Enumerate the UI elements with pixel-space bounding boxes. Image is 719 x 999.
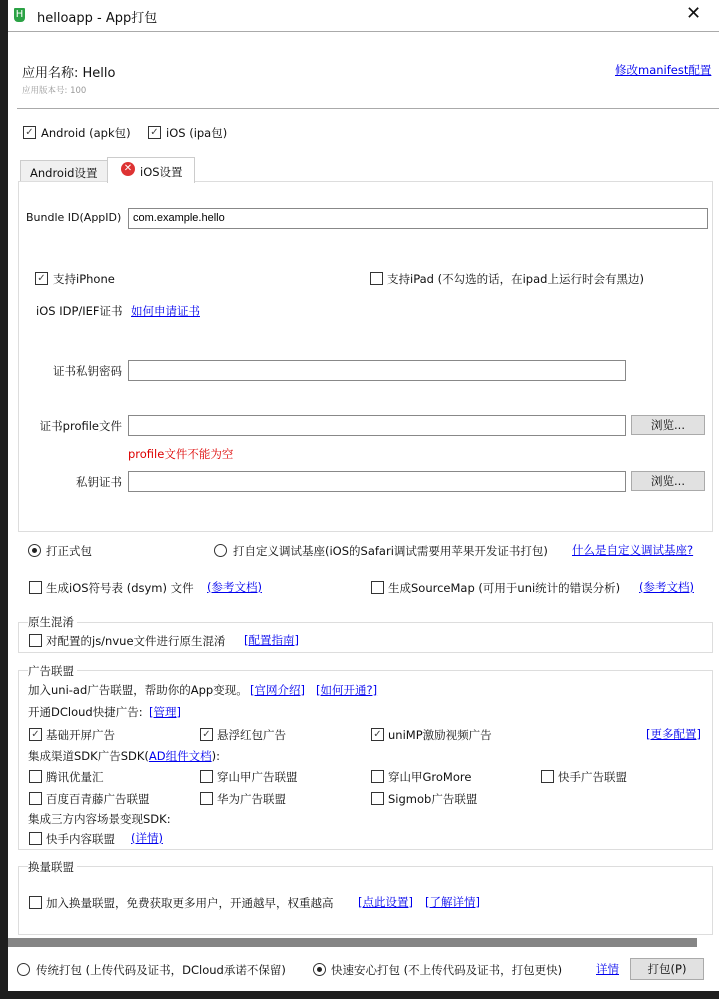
- horizontal-scrollbar[interactable]: [8, 938, 697, 947]
- exchange-checkbox[interactable]: [29, 896, 42, 909]
- iphone-checkbox[interactable]: ✓: [35, 272, 48, 285]
- cert-label: iOS IDP/IEF证书: [36, 304, 123, 318]
- redpacket-ad-label: 悬浮红包广告: [217, 728, 286, 742]
- obfuscation-title: 原生混淆: [28, 614, 77, 630]
- exchange-title: 换量联盟: [28, 859, 77, 875]
- dsym-doc-link[interactable]: (参考文档): [207, 580, 262, 594]
- browse-profile-button[interactable]: 浏览...: [631, 415, 705, 435]
- sdk-checkbox-sigmob[interactable]: [371, 792, 384, 805]
- ads-howto-link[interactable]: [如何开通?]: [316, 683, 378, 697]
- ios-checkbox[interactable]: ✓: [148, 126, 161, 139]
- pack-button[interactable]: 打包(P): [630, 958, 704, 980]
- custom-base-radio[interactable]: [214, 544, 227, 557]
- splash-ad-checkbox[interactable]: ✓: [29, 728, 42, 741]
- tab-android-settings[interactable]: [20, 160, 108, 182]
- bundle-id-input[interactable]: [128, 208, 708, 229]
- redpacket-ad-checkbox[interactable]: ✓: [200, 728, 213, 741]
- sdk-checkbox-kuaishou[interactable]: [541, 770, 554, 783]
- obfuscation-label: 对配置的js/nvue文件进行原生混淆: [46, 634, 226, 648]
- tab-label: iOS设置: [140, 165, 183, 179]
- sdk-checkbox-baidu[interactable]: [29, 792, 42, 805]
- ipad-checkbox[interactable]: [370, 272, 383, 285]
- traditional-pack-radio[interactable]: [17, 963, 30, 976]
- obfuscation-guide-link[interactable]: [配置指南]: [244, 633, 299, 647]
- app-name: 应用名称: Hello: [22, 66, 116, 81]
- divider: [17, 108, 719, 109]
- sdk-label-gromore: 穿山甲GroMore: [388, 770, 472, 784]
- dcloud-ads-label: 开通DCloud快捷广告:: [28, 705, 143, 719]
- password-input[interactable]: [128, 360, 626, 381]
- error-icon: ✕: [121, 162, 135, 176]
- ads-intro: 加入uni-ad广告联盟，帮助你的App变现。: [28, 683, 248, 697]
- sdk-label: [28, 748, 220, 764]
- sdk-checkbox-tencent[interactable]: [29, 770, 42, 783]
- sdk-label-post: ):: [211, 749, 220, 763]
- hbuilder-logo-icon: H: [15, 9, 24, 20]
- kuaishou-content-label: 快手内容联盟: [46, 832, 115, 846]
- sdk-label-huawei: 华为广告联盟: [217, 792, 286, 806]
- private-key-label: 私钥证书: [76, 475, 122, 489]
- fast-pack-label: 快速安心打包 (不上传代码及证书，打包更快): [331, 963, 563, 977]
- ads-title: 广告联盟: [28, 663, 77, 679]
- cert-help-link[interactable]: 如何申请证书: [131, 304, 200, 318]
- profile-input[interactable]: [128, 415, 626, 436]
- android-label: Android (apk包): [41, 126, 131, 140]
- window-title: helloapp - App打包: [37, 11, 158, 26]
- sourcemap-doc-link[interactable]: (参考文档): [639, 580, 694, 594]
- close-icon[interactable]: ✕: [686, 3, 702, 24]
- tab-ios-settings[interactable]: [107, 157, 195, 183]
- content-sdk-label: 集成三方内容场景变现SDK:: [28, 812, 171, 826]
- kuaishou-content-details-link[interactable]: (详情): [131, 831, 163, 845]
- profile-error: profile文件不能为空: [128, 447, 234, 461]
- app-version: 应用版本号: 100: [22, 86, 87, 96]
- traditional-pack-label: 传统打包 (上传代码及证书，DCloud承诺不保留): [36, 963, 286, 977]
- android-checkbox[interactable]: ✓: [23, 126, 36, 139]
- ads-website-link[interactable]: [官网介绍]: [250, 683, 305, 697]
- custom-base-help-link[interactable]: 什么是自定义调试基座?: [572, 543, 694, 557]
- manifest-link[interactable]: 修改manifest配置: [615, 63, 712, 77]
- title-bar: [8, 0, 719, 32]
- iphone-label: 支持iPhone: [53, 272, 115, 286]
- formal-build-label: 打正式包: [46, 544, 92, 558]
- obfuscation-checkbox[interactable]: [29, 634, 42, 647]
- browse-key-button[interactable]: 浏览...: [631, 471, 705, 491]
- formal-build-radio[interactable]: [28, 544, 41, 557]
- password-label: 证书私钥密码: [53, 364, 122, 378]
- kuaishou-content-checkbox[interactable]: [29, 832, 42, 845]
- fast-pack-details-link[interactable]: 详情: [596, 962, 619, 976]
- sourcemap-label: 生成SourceMap (可用于uni统计的错误分析): [388, 581, 621, 595]
- dsym-label: 生成iOS符号表 (dsym) 文件: [46, 581, 194, 595]
- dsym-checkbox[interactable]: [29, 581, 42, 594]
- fast-pack-radio[interactable]: [313, 963, 326, 976]
- exchange-details-link[interactable]: [了解详情]: [425, 895, 480, 909]
- exchange-settings-link[interactable]: [点此设置]: [358, 895, 413, 909]
- more-config-link[interactable]: [更多配置]: [646, 727, 701, 741]
- unimp-video-ad-checkbox[interactable]: ✓: [371, 728, 384, 741]
- ipad-label: 支持iPad (不勾选的话，在ipad上运行时会有黑边): [387, 272, 644, 286]
- exchange-label: 加入换量联盟，免费获取更多用户，开通越早，权重越高: [46, 896, 334, 910]
- sdk-checkbox-gromore[interactable]: [371, 770, 384, 783]
- unimp-video-ad-label: uniMP激励视频广告: [388, 728, 492, 742]
- profile-label: 证书profile文件: [39, 419, 122, 433]
- ios-label: iOS (ipa包): [166, 126, 228, 140]
- sdk-checkbox-huawei[interactable]: [200, 792, 213, 805]
- splash-ad-label: 基础开屏广告: [46, 728, 115, 742]
- sdk-label-sigmob: Sigmob广告联盟: [388, 792, 478, 806]
- sdk-checkbox-pangle[interactable]: [200, 770, 213, 783]
- sourcemap-checkbox[interactable]: [371, 581, 384, 594]
- sdk-label-pre: 集成渠道SDK广告SDK(: [28, 749, 149, 763]
- private-key-input[interactable]: [128, 471, 626, 492]
- sdk-label-baidu: 百度百青藤广告联盟: [46, 792, 150, 806]
- dcloud-ads-manage-link[interactable]: [管理]: [149, 705, 181, 719]
- ad-component-doc-link[interactable]: AD组件文档: [148, 749, 212, 763]
- bundle-id-label: Bundle ID(AppID): [26, 211, 122, 224]
- tab-label: Android设置: [30, 166, 98, 180]
- custom-base-label: 打自定义调试基座(iOS的Safari调试需要用苹果开发证书打包): [233, 544, 548, 558]
- sdk-label-tencent: 腾讯优量汇: [46, 770, 104, 784]
- sdk-label-pangle: 穿山甲广告联盟: [217, 770, 298, 784]
- sdk-label-kuaishou: 快手广告联盟: [558, 770, 627, 784]
